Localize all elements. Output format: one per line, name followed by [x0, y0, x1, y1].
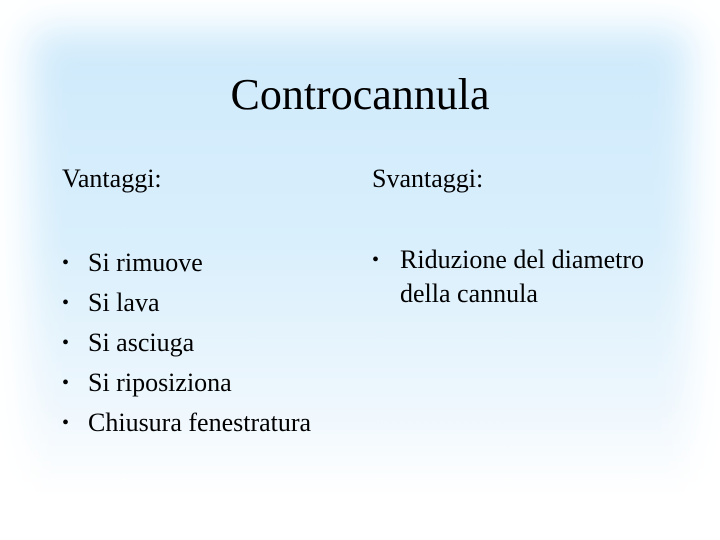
list-item-text: Si lava: [88, 288, 160, 317]
list-item-text: Chiusura fenestratura: [88, 408, 312, 437]
list-item-text: Riduzione del diametro della cannula: [400, 245, 645, 308]
list-item-text: Si rimuove: [88, 248, 203, 277]
bullet-icon: •: [62, 252, 70, 274]
list-item-text: Si riposiziona: [88, 368, 232, 397]
list-item-text: Si asciuga: [88, 328, 195, 357]
bullet-icon: •: [62, 372, 70, 394]
list-item: [62, 403, 352, 443]
list-item: [62, 283, 352, 323]
vantaggi-heading: Vantaggi:: [62, 164, 162, 193]
list-item: [62, 323, 352, 363]
list-item: [62, 243, 352, 283]
list-item: [372, 243, 682, 311]
vantaggi-list: [62, 243, 352, 443]
bullet-icon: •: [62, 292, 70, 314]
bullet-icon: •: [372, 249, 380, 271]
svantaggi-heading: Svantaggi:: [372, 164, 484, 193]
slide-title: Controcannula: [230, 70, 490, 119]
bullet-icon: •: [62, 412, 70, 434]
bullet-icon: •: [62, 332, 70, 354]
svantaggi-list: [372, 243, 682, 311]
list-item: [62, 363, 352, 403]
